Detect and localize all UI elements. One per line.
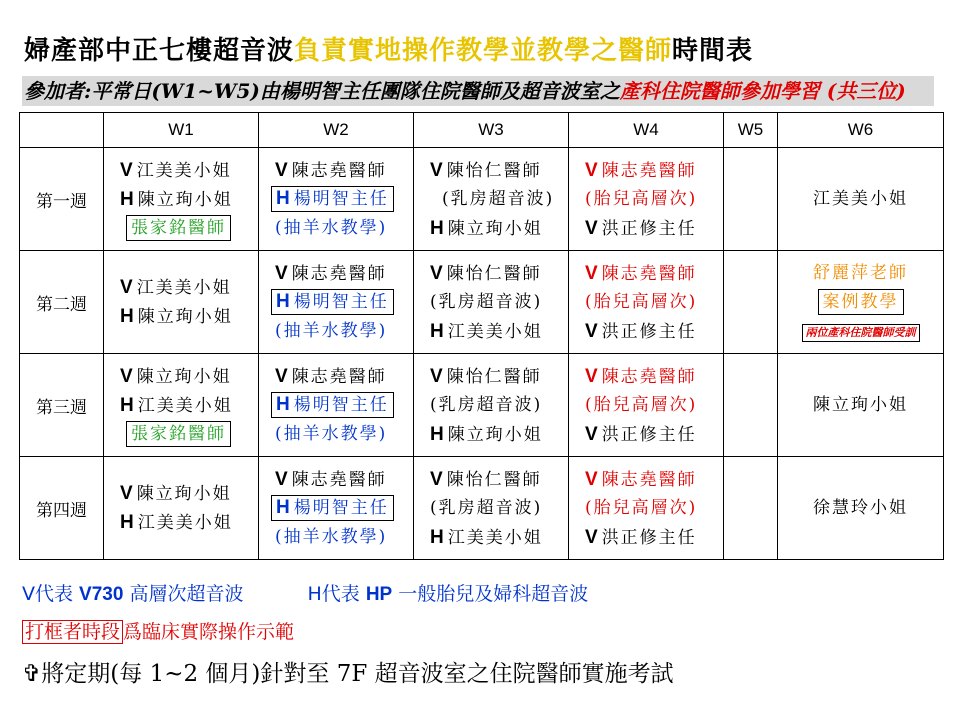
session-note: (胎兒高層次) [585, 394, 698, 415]
type-letter: V [585, 262, 598, 284]
title-part1: 婦產部中正七樓超音波 [24, 36, 295, 66]
type-letter: H [276, 496, 290, 518]
type-letter: V [585, 468, 598, 490]
cell-w3 [414, 457, 569, 560]
legend-h-code: HP [365, 584, 393, 605]
week-label: 第二週 [20, 251, 104, 354]
type-letter: V [430, 159, 443, 181]
title-part2: 負責實地操作教學並教學之醫師 [294, 36, 673, 66]
exam-note [22, 655, 674, 688]
cell-w2 [259, 251, 414, 354]
cell-w4 [569, 457, 724, 560]
cell-w4 [569, 148, 724, 251]
table-row [20, 148, 944, 251]
type-letter: V [585, 526, 598, 548]
legend-v-desc: 高層次超音波 [129, 583, 244, 605]
staff-name: 陳立珣小姐 [137, 189, 233, 210]
session-note: (乳房超音波) [430, 497, 543, 518]
trainees-note: 兩位產科住院醫師受訓 [802, 324, 920, 342]
header-w1: W1 [104, 113, 259, 148]
header-w4: W4 [569, 113, 724, 148]
staff-name: 楊明智主任 [293, 394, 389, 415]
session-note: (胎兒高層次) [585, 497, 698, 518]
legend-h-label: H代表 [307, 583, 360, 605]
type-letter: V [585, 159, 598, 181]
session-note: (乳房超音波) [430, 291, 543, 312]
type-letter: V [430, 262, 443, 284]
cell-w1 [104, 148, 259, 251]
participants-count: (共三位) [826, 79, 906, 103]
staff-name: 陳志堯醫師 [601, 263, 697, 284]
header-w6: W6 [778, 113, 944, 148]
session-note: (胎兒高層次) [585, 291, 698, 312]
legend-box-meaning [22, 617, 294, 644]
staff-name: 楊明智主任 [293, 291, 389, 312]
cell-w4 [569, 354, 724, 457]
legend-box-desc: 爲臨床實際操作示範 [123, 621, 295, 643]
participants-highlight: 產科住院醫師參加學習 [619, 79, 820, 103]
staff-name: 陳志堯醫師 [291, 160, 387, 181]
cell-w4 [569, 251, 724, 354]
week-label: 第一週 [20, 148, 104, 251]
type-letter: V [120, 277, 133, 298]
type-letter: H [276, 393, 290, 415]
cell-w2 [259, 354, 414, 457]
type-letter: H [430, 423, 444, 445]
cell-w3 [414, 251, 569, 354]
type-letter: V [430, 365, 443, 387]
staff-name: 陳立珣小姐 [136, 366, 232, 387]
type-letter: V [120, 365, 133, 387]
cell-w3 [414, 148, 569, 251]
cell-w6 [778, 148, 944, 251]
cell-w5 [724, 354, 778, 457]
staff-name: 江美美小姐 [137, 513, 233, 533]
cell-w3 [414, 354, 569, 457]
type-letter: V [585, 423, 598, 445]
type-letter: H [276, 290, 290, 312]
staff-name: 洪正修主任 [601, 218, 697, 239]
session-note: (胎兒高層次) [585, 188, 698, 209]
staff-name: 陳志堯醫師 [601, 160, 697, 181]
type-letter: H [120, 306, 134, 327]
type-letter: V [275, 262, 288, 284]
type-letter: V [585, 365, 598, 387]
session-note: (抽羊水教學) [275, 320, 388, 341]
table-row [20, 354, 944, 457]
type-letter: V [120, 483, 133, 504]
type-letter: H [430, 217, 444, 239]
type-letter: V [275, 468, 288, 490]
participants-banner [22, 76, 934, 106]
legend-codes [22, 579, 588, 606]
staff-name-boxed: 張家銘醫師 [126, 421, 231, 447]
staff-name: 陳立珣小姐 [137, 307, 233, 327]
cell-w6 [778, 354, 944, 457]
cell-w2 [259, 148, 414, 251]
cell-w5 [724, 457, 778, 560]
staff-name: 江美美小姐 [137, 395, 233, 416]
staff-name: 洪正修主任 [601, 527, 697, 548]
cell-w1 [104, 457, 259, 560]
session-note: (抽羊水教學) [275, 526, 388, 547]
type-letter: V [430, 468, 443, 490]
staff-name: 陳怡仁醫師 [446, 263, 542, 284]
schedule-table [19, 112, 944, 560]
legend-v-code: V730 [79, 584, 124, 605]
type-letter: V [585, 217, 598, 239]
staff-name: 徐慧玲小姐 [813, 497, 908, 518]
staff-name: 陳立珣小姐 [447, 424, 543, 445]
participants-desc: :平常日(W1~W5)由楊明智主任團隊住院醫師及超音波室之 [84, 79, 620, 103]
staff-name: 陳志堯醫師 [291, 469, 387, 490]
legend-box-sample: 打框者時段 [22, 620, 123, 644]
cell-w2 [259, 457, 414, 560]
exam-note-text: 將定期(每 1~2 個月)針對至 7F 超音波室之住院醫師實施考試 [41, 661, 674, 687]
staff-name: 陳立珣小姐 [136, 484, 232, 504]
type-letter: H [120, 394, 134, 416]
session-note: (乳房超音波) [442, 188, 555, 209]
session-note: (抽羊水教學) [275, 423, 388, 444]
teacher-name: 舒麗萍老師 [813, 262, 908, 283]
staff-name: 陳怡仁醫師 [446, 160, 542, 181]
cell-w1 [104, 354, 259, 457]
page-title [24, 30, 753, 67]
staff-name: 洪正修主任 [601, 424, 697, 445]
staff-name: 江美美小姐 [447, 321, 543, 342]
week-label: 第三週 [20, 354, 104, 457]
staff-name: 楊明智主任 [293, 188, 389, 209]
type-letter: H [120, 512, 134, 533]
type-letter: V [275, 159, 288, 181]
table-row [20, 457, 944, 560]
participants-label: 參加者 [24, 79, 84, 103]
staff-name: 陳志堯醫師 [291, 263, 387, 284]
cell-w5 [724, 251, 778, 354]
staff-name: 陳志堯醫師 [291, 366, 387, 387]
table-row [20, 251, 944, 354]
staff-name: 陳志堯醫師 [601, 469, 697, 490]
legend-h-desc: 一般胎兒及婦科超音波 [398, 583, 589, 605]
staff-name: 陳立珣小姐 [447, 218, 543, 239]
cell-w1 [104, 251, 259, 354]
header-blank [20, 113, 104, 148]
type-letter: H [120, 188, 134, 210]
table-header-row [20, 113, 944, 148]
session-note: (抽羊水教學) [275, 217, 388, 238]
type-letter: V [585, 320, 598, 342]
type-letter: V [120, 159, 133, 181]
session-note: (乳房超音波) [430, 394, 543, 415]
staff-name: 陳怡仁醫師 [446, 469, 542, 490]
staff-name: 江美美小姐 [813, 188, 908, 209]
type-letter: H [430, 320, 444, 342]
staff-name: 陳立珣小姐 [813, 394, 908, 415]
header-w2: W2 [259, 113, 414, 148]
case-teaching-label: 案例教學 [818, 289, 904, 315]
legend-v-label: V代表 [22, 583, 73, 605]
cross-icon: ✞ [22, 661, 42, 687]
cell-w6 [778, 457, 944, 560]
week-label: 第四週 [20, 457, 104, 560]
cell-w5 [724, 148, 778, 251]
type-letter: H [276, 187, 290, 209]
type-letter: V [275, 365, 288, 387]
staff-name: 陳志堯醫師 [601, 366, 697, 387]
staff-name: 楊明智主任 [293, 497, 389, 518]
staff-name: 江美美小姐 [136, 278, 232, 298]
cell-w6 [778, 251, 944, 354]
header-w5: W5 [724, 113, 778, 148]
staff-name-boxed: 張家銘醫師 [126, 215, 231, 241]
staff-name: 陳怡仁醫師 [446, 366, 542, 387]
header-w3: W3 [414, 113, 569, 148]
staff-name: 洪正修主任 [601, 321, 697, 342]
title-part3: 時間表 [672, 36, 754, 66]
staff-name: 江美美小姐 [136, 160, 232, 181]
type-letter: H [430, 526, 444, 548]
staff-name: 江美美小姐 [447, 527, 543, 548]
